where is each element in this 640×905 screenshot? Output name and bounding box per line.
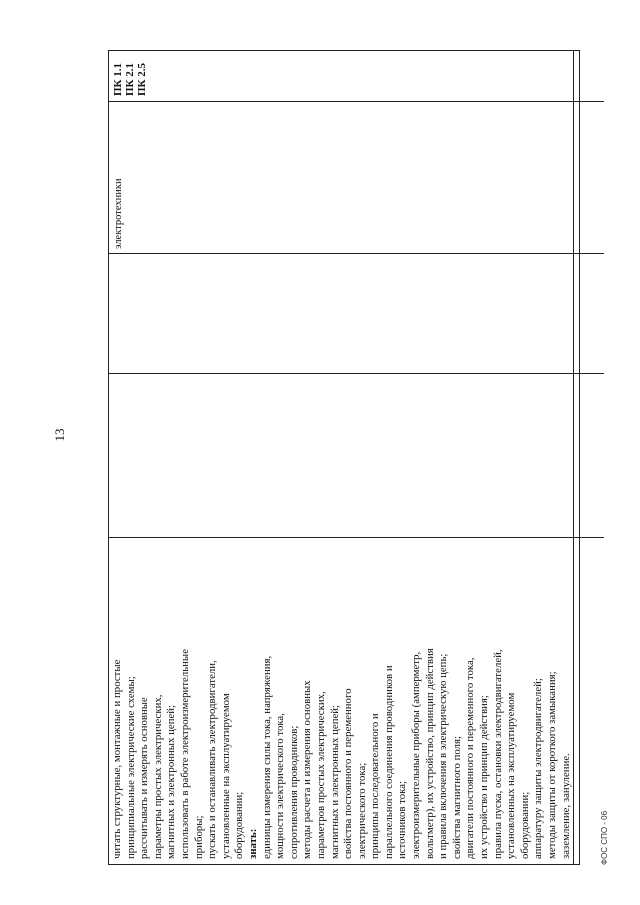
discipline-cell <box>109 101 573 253</box>
content-line: методы расчета и измерения основных <box>301 680 314 859</box>
content-line: пускать и останавливать электродвигатели, <box>206 660 219 859</box>
content-line: аппаратуру защиты электродвигателей; <box>532 678 545 859</box>
skills-knowledge-cell <box>109 537 573 864</box>
competency-code: ПК 2.1 <box>124 62 136 96</box>
content-line: их устройство и принцип действия; <box>478 695 491 859</box>
content-line: двигатели постоянного и переменного тока, <box>464 657 477 859</box>
content-line: принципиальные электрические схемы; <box>124 676 137 859</box>
content-line: читать структурные, монтажные и простые <box>111 659 123 859</box>
competency-code: ПК 2.5 <box>136 62 148 96</box>
content-line: магнитных и электронных цепей; <box>165 704 178 859</box>
content-line: единицы измерения силы тока, напряжения, <box>260 655 273 859</box>
page-number: 13 <box>52 428 67 442</box>
content-line: параметров простых электрических, <box>314 691 327 859</box>
content-line: оборудовании; <box>233 791 246 859</box>
empty-cell <box>574 253 604 373</box>
empty-cell <box>574 51 604 101</box>
content-line: мощности электрического тока, <box>274 713 287 859</box>
content-line: заземление, зануление. <box>559 753 572 859</box>
content-line: приборы; <box>192 815 205 859</box>
content-line: установленных на эксплуатируемом <box>505 692 518 859</box>
empty-cell <box>574 101 604 253</box>
content-line: свойства постоянного и переменного <box>342 688 355 859</box>
content-line: знать: <box>246 828 259 859</box>
content-line: параметры простых электрических, <box>151 694 164 859</box>
competencies-cell <box>109 51 573 101</box>
content-line: оборудовании; <box>518 791 531 859</box>
content-line: параллельного соединения проводников и <box>382 665 395 859</box>
discipline-text: электротехники <box>113 178 124 249</box>
content-line: и правила включения в электрическую цепь; <box>437 653 450 859</box>
empty-cell <box>574 373 604 537</box>
content-line: электрического тока; <box>355 762 368 859</box>
document-table <box>108 50 580 865</box>
footer-code: ФОС СПО - 06 <box>600 810 609 865</box>
content-line: правила пуска, остановки электродвигателей, <box>491 649 504 859</box>
content-line: рассчитывать и измерять основные <box>138 697 151 859</box>
empty-cell <box>109 253 573 373</box>
content-line: электроизмерительные приборы (амперметр, <box>410 651 423 859</box>
content-line: принципы последовательного и <box>369 713 382 859</box>
content-line: свойства магнитного поля; <box>450 735 463 859</box>
content-line: установленные на эксплуатируемом <box>219 693 232 859</box>
content-line: магнитных и электронных цепей; <box>328 704 341 859</box>
content-line: использовать в работе электроизмерительные <box>178 649 191 859</box>
content-line: методы защиты от короткого замыкания; <box>546 671 558 859</box>
empty-cell <box>109 373 573 537</box>
content-line: вольтметр), их устройство, принцип действия <box>423 648 436 859</box>
table-row-empty <box>574 51 604 864</box>
content-line: сопротивления проводников; <box>287 725 300 859</box>
content-line: источников тока; <box>396 781 409 859</box>
competency-code: ПК 1.1 <box>112 62 124 96</box>
table-row <box>109 51 574 864</box>
rotated-page <box>0 25 620 905</box>
